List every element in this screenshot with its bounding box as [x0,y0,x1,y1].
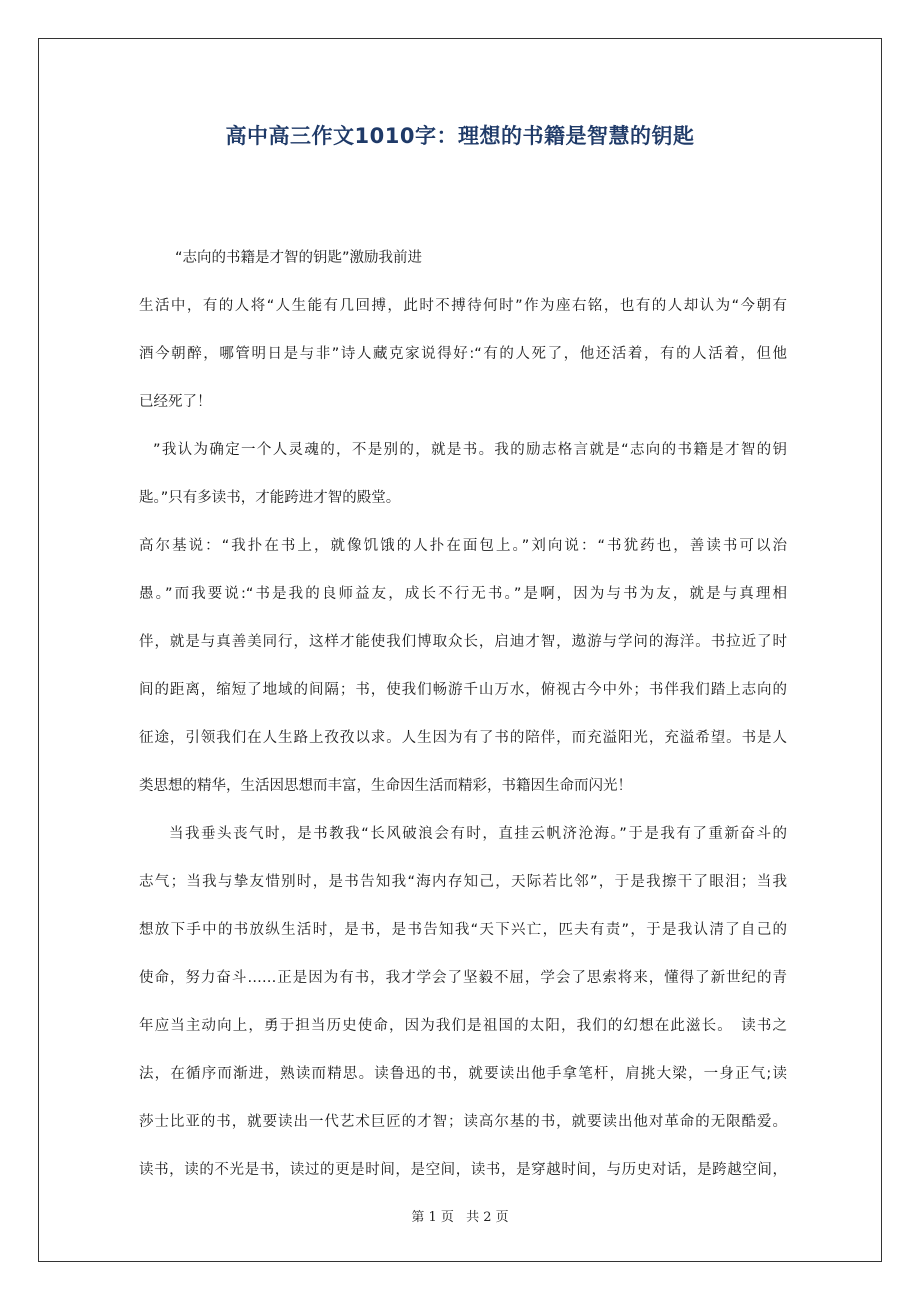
page-total: 共 2 页 [466,1210,509,1225]
page-number: 第 1 页 [411,1210,454,1225]
body-line-5: ”我认为确定一个人灵魂的，不是别的，就是书。我的励志格言就是“志向的书籍是才智的钥 [153,442,787,458]
body-line-6: 匙。”只有多读书，才能跨进才智的殿堂。 [139,490,401,506]
body-line-12: 类思想的精华，生活因思想而丰富，生命因生活而精彩，书籍因生命而闪光！ [139,778,632,794]
document-body [139,240,787,1200]
body-line-9: 伴，就是与真善美同行，这样才能使我们博取众长，启迪才智，遨游与学问的海洋。书拉近了时 [139,634,787,650]
body-line-14: 志气；当我与挚友惜别时，是书告知我“海内存知己，天际若比邻”，于是我擦干了眼泪；当我 [139,874,787,890]
body-line-3: 酒今朝醉，哪管明日是与非”诗人藏克家说得好:“有的人死了，他还活着，有的人活着，但他 [139,346,787,362]
document-title: 高中高三作文1010字：理想的书籍是智慧的钥匙 [225,124,695,148]
body-line-19: 莎士比亚的书，就要读出一代艺术巨匠的才智；读高尔基的书，就要读出他对革命的无限酷爱。 [139,1114,787,1130]
body-line-11: 征途，引领我们在人生路上孜孜以求。人生因为有了书的陪伴，而充溢阳光，充溢希望。书是人 [139,730,787,746]
body-line-13: 当我垂头丧气时，是书教我“长风破浪会有时，直挂云帆济沧海。”于是我有了重新奋斗的 [169,826,787,842]
body-line-1: “志向的书籍是才智的钥匙”激励我前进 [175,250,423,266]
body-line-15: 想放下手中的书放纵生活时，是书，是书告知我“天下兴亡，匹夫有责”，于是我认清了自己的 [139,922,787,938]
page-footer [0,1206,920,1225]
body-line-10: 间的距离，缩短了地域的间隔；书，使我们畅游千山万水，俯视古今中外；书伴我们踏上志向的 [139,682,787,698]
body-line-17: 年应当主动向上，勇于担当历史使命，因为我们是祖国的太阳，我们的幻想在此滋长。 读书之 [139,1018,787,1034]
body-line-7: 高尔基说：“我扑在书上，就像饥饿的人扑在面包上。”刘向说：“书犹药也，善读书可以治 [139,538,787,554]
body-line-18: 法，在循序而渐进，熟读而精思。读鲁迅的书，就要读出他手拿笔杆，肩挑大梁，一身正气;读 [139,1066,787,1082]
body-line-16: 使命，努力奋斗……正是因为有书，我才学会了坚毅不屈，学会了思索将来，懂得了新世纪的青 [139,970,787,986]
body-line-4: 已经死了！ [139,394,212,410]
body-line-2: 生活中，有的人将“人生能有几回搏，此时不搏待何时”作为座右铭，也有的人却认为“今朝有 [139,298,787,314]
body-line-8: 愚。”而我要说:“书是我的良师益友，成长不行无书。”是啊，因为与书为友，就是与真理相 [139,586,787,602]
body-line-20: 读书，读的不光是书，读过的更是时间，是空间，读书，是穿越时间，与历史对话，是跨越空间， [139,1162,787,1178]
